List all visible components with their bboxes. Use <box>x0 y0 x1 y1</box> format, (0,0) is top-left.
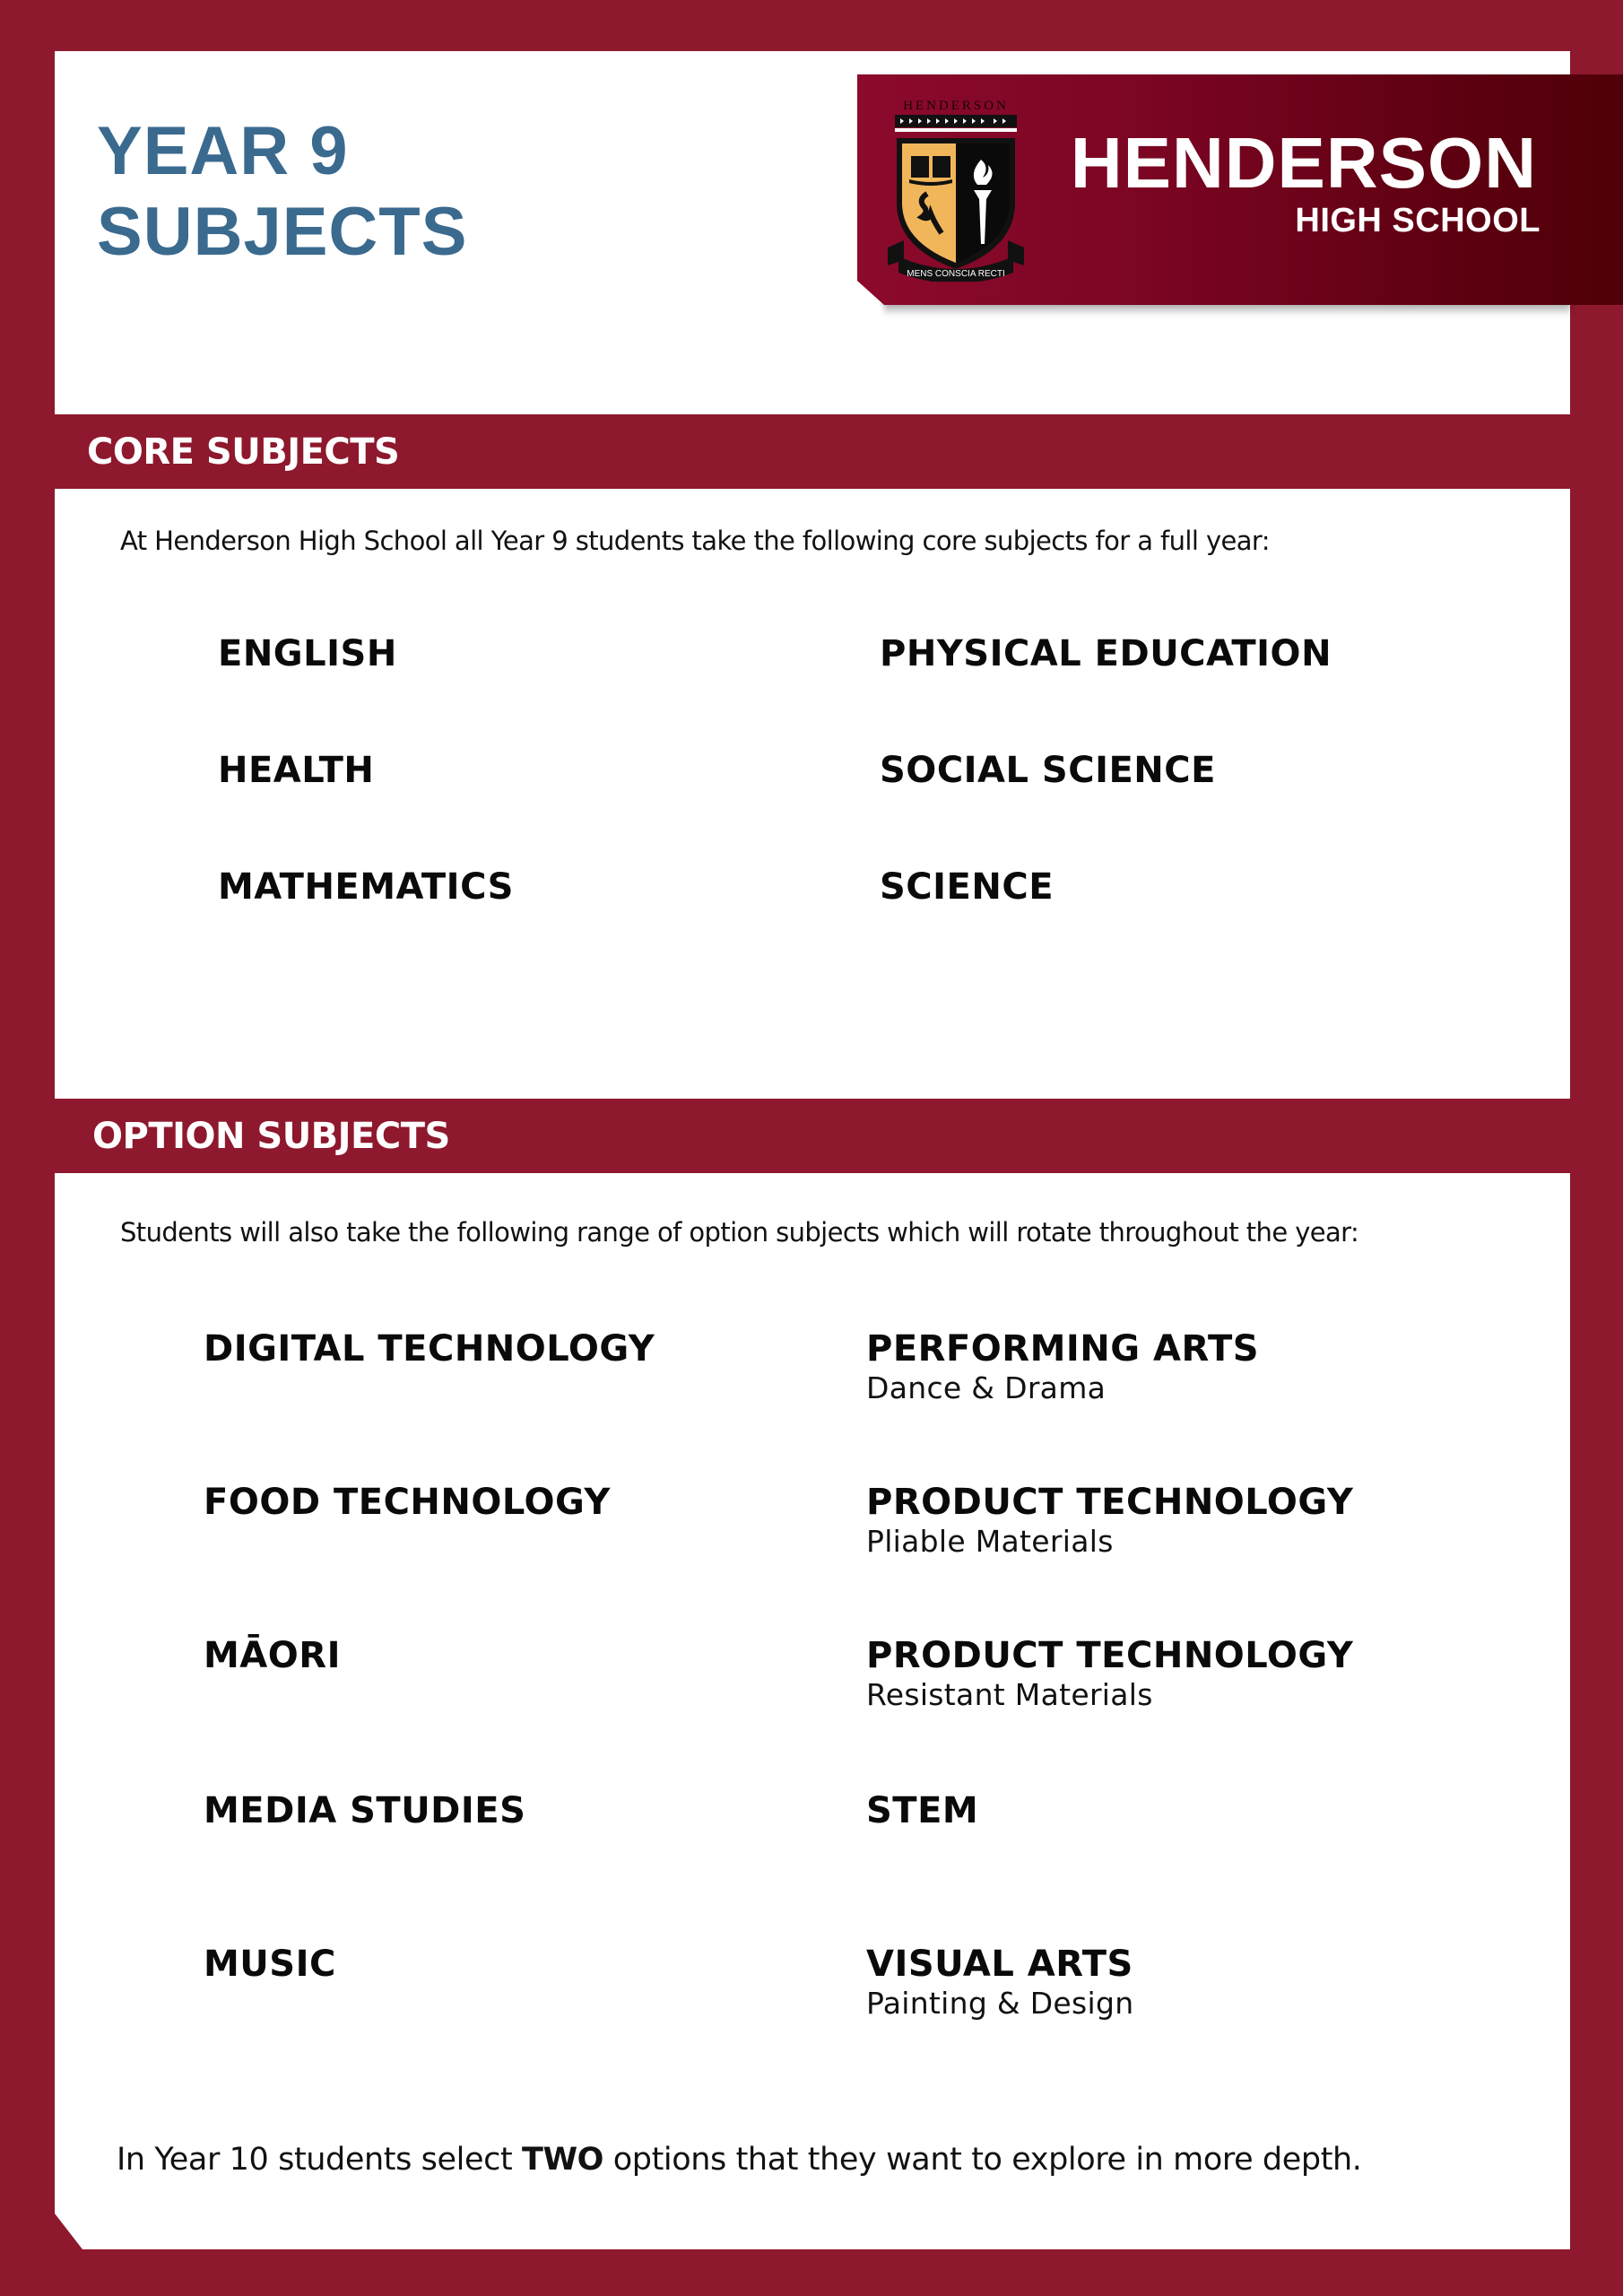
crest-top-text: HENDERSON <box>903 99 1009 113</box>
option-subject-name: MĀORI <box>204 1635 341 1676</box>
option-subject-name: PRODUCT TECHNOLOGY <box>866 1482 1354 1523</box>
option-subject-item <box>866 1789 978 1832</box>
option-subjects-heading-band <box>55 1099 1570 1173</box>
option-subjects-heading: OPTION SUBJECTS <box>92 1115 450 1157</box>
option-subject-name: VISUAL ARTS <box>866 1944 1133 1985</box>
page-title <box>97 111 467 273</box>
note-text-start: In Year 10 students select <box>117 2142 522 2178</box>
core-subject-item: PHYSICAL EDUCATION <box>880 633 1332 674</box>
page-title-line-2: SUBJECTS <box>97 194 468 270</box>
option-subject-item <box>866 1327 1259 1406</box>
option-subject-name: FOOD TECHNOLOGY <box>204 1482 611 1523</box>
option-subject-item <box>204 1943 336 1986</box>
option-subject-item <box>204 1327 655 1370</box>
school-name: HENDERSON <box>1070 123 1537 203</box>
note-emphasis: TWO <box>522 2142 604 2178</box>
core-intro-text: At Henderson High School all Year 9 students take the following core subjects for a full year: <box>120 526 1270 556</box>
option-subject-name: MUSIC <box>204 1944 336 1985</box>
option-subject-item <box>204 1789 525 1832</box>
option-subject-name: PERFORMING ARTS <box>866 1328 1260 1370</box>
option-subject-detail: Resistant Materials <box>866 1677 1153 1712</box>
option-subject-item <box>204 1634 341 1677</box>
option-subject-item <box>204 1481 611 1524</box>
school-subtitle: HIGH SCHOOL <box>1295 202 1541 239</box>
core-subjects-heading: CORE SUBJECTS <box>87 430 400 473</box>
option-subject-detail: Painting & Design <box>866 1986 1134 2021</box>
page-title-line-1: YEAR 9 <box>97 113 349 189</box>
school-crest-icon <box>886 97 1026 282</box>
core-subjects-panel <box>55 489 1570 1099</box>
core-subject-item: ENGLISH <box>218 633 397 674</box>
option-subject-name: STEM <box>866 1790 979 1831</box>
year-10-note <box>117 2142 1362 2178</box>
option-subject-detail: Pliable Materials <box>866 1524 1114 1559</box>
core-subject-item: MATHEMATICS <box>218 866 514 908</box>
crest-motto: MENS CONSCIA RECTI <box>907 269 1005 279</box>
core-subject-item: HEALTH <box>218 750 375 791</box>
core-subject-item: SOCIAL SCIENCE <box>880 750 1216 791</box>
option-subject-detail: Dance & Drama <box>866 1370 1107 1405</box>
option-subject-name: DIGITAL TECHNOLOGY <box>204 1328 655 1370</box>
option-subject-item <box>866 1943 1133 2022</box>
option-subject-name: MEDIA STUDIES <box>204 1790 526 1831</box>
option-subject-item <box>866 1481 1353 1560</box>
option-subject-item <box>866 1634 1353 1713</box>
option-subject-name: PRODUCT TECHNOLOGY <box>866 1635 1354 1676</box>
options-intro-text: Students will also take the following range of option subjects which will rotate throughout the year: <box>120 1217 1359 1248</box>
note-text-end: options that they want to explore in more depth. <box>603 2142 1362 2178</box>
core-subjects-heading-band <box>55 414 1570 489</box>
core-subject-item: SCIENCE <box>880 866 1055 908</box>
